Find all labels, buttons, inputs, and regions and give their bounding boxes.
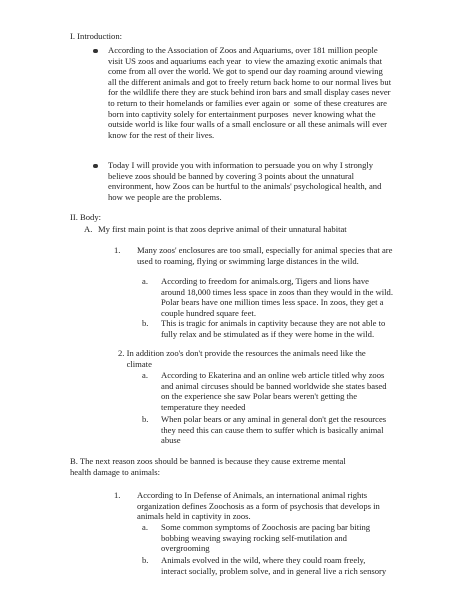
outline-marker: b.	[142, 318, 149, 328]
outline-marker: 1.	[114, 490, 121, 500]
outline-marker: 1.	[114, 245, 121, 255]
outline-marker: A.	[84, 224, 93, 234]
intro-paragraph-1: According to the Association of Zoos and Aquariums, over 181 million people visit US zoos and aquariums each year to view the amazing exotic animals that come from all over the world. We got to spend our day roaming around viewing all the different animals and got to freely return back home to our normal lives but for the wildlife there they are stuck behind iron bars and small display cases never to return to their homelands or families ever again or some of these creatures are born into captivity solely for entertainment purposes never knowing what the outside world is like four walls of a small enclosure or all these animals will ever know for the rest of their lives.	[108, 45, 392, 140]
main-point-b: B. The next reason zoos should be banned is because they cause extreme mental health damage to animals:	[70, 456, 346, 477]
subpoint-2a: According to Ekaterina and an online web article titled why zoos and animal circuses should be banned worldwide she states based on the experience she saw Polar bears weren't getting the temperature they needed	[161, 370, 387, 412]
outline-marker: a.	[142, 370, 148, 380]
bullet-icon	[93, 49, 98, 54]
subpoint-1: Many zoos' enclosures are too small, especially for animal species that are used to roaming, flying or swimming large distances in the wild.	[137, 245, 393, 266]
outline-marker: a.	[142, 276, 148, 286]
section-heading-introduction: I. Introduction:	[70, 31, 123, 41]
section-heading-body: II. Body:	[70, 212, 102, 222]
subpoint-b1: According to In Defense of Animals, an international animal rights organization defines Zoochosis as a form of psychosis that develops in animals held in captivity in zoos.	[137, 490, 380, 522]
subpoint-b1b: Animals evolved in the wild, where they could roam freely, interact socially, problem solve, and in general live a rich sensory	[161, 555, 387, 576]
subpoint-2: 2. In addition zoo's don't provide the resources the animals need like the climate	[118, 348, 366, 369]
main-point-a: My first main point is that zoos deprive animal of their unnatural habitat	[98, 224, 347, 234]
bullet-icon	[93, 164, 98, 169]
outline-marker: b.	[142, 414, 149, 424]
subpoint-1a: According to freedom for animals.org, Tigers and lions have around 18,000 times less space in zoos than they would in the wild. Polar bears have one million times less space. In zoos, they get a couple hundred square feet.	[161, 276, 393, 318]
subpoint-1b: This is tragic for animals in captivity because they are not able to fully relax and be stimulated as if they were home in the wild.	[161, 318, 386, 339]
subpoint-b1a: Some common symptoms of Zoochosis are pacing bar biting bobbing weaving swaying rocking self-mutilation and overgrooming	[161, 522, 371, 554]
outline-marker: b.	[142, 555, 149, 565]
intro-paragraph-2: Today I will provide you with information to persuade you on why I strongly believe zoos should be banned by covering 3 points about the unnatural environment, how Zoos can be hurtful to the animals' psychological health, and how we people are the problems.	[108, 160, 382, 202]
outline-marker: a.	[142, 522, 148, 532]
subpoint-2b: When polar bears or any aminal in general don't get the resources they need this can cause them to suffer which is basically animal abuse	[161, 414, 387, 446]
